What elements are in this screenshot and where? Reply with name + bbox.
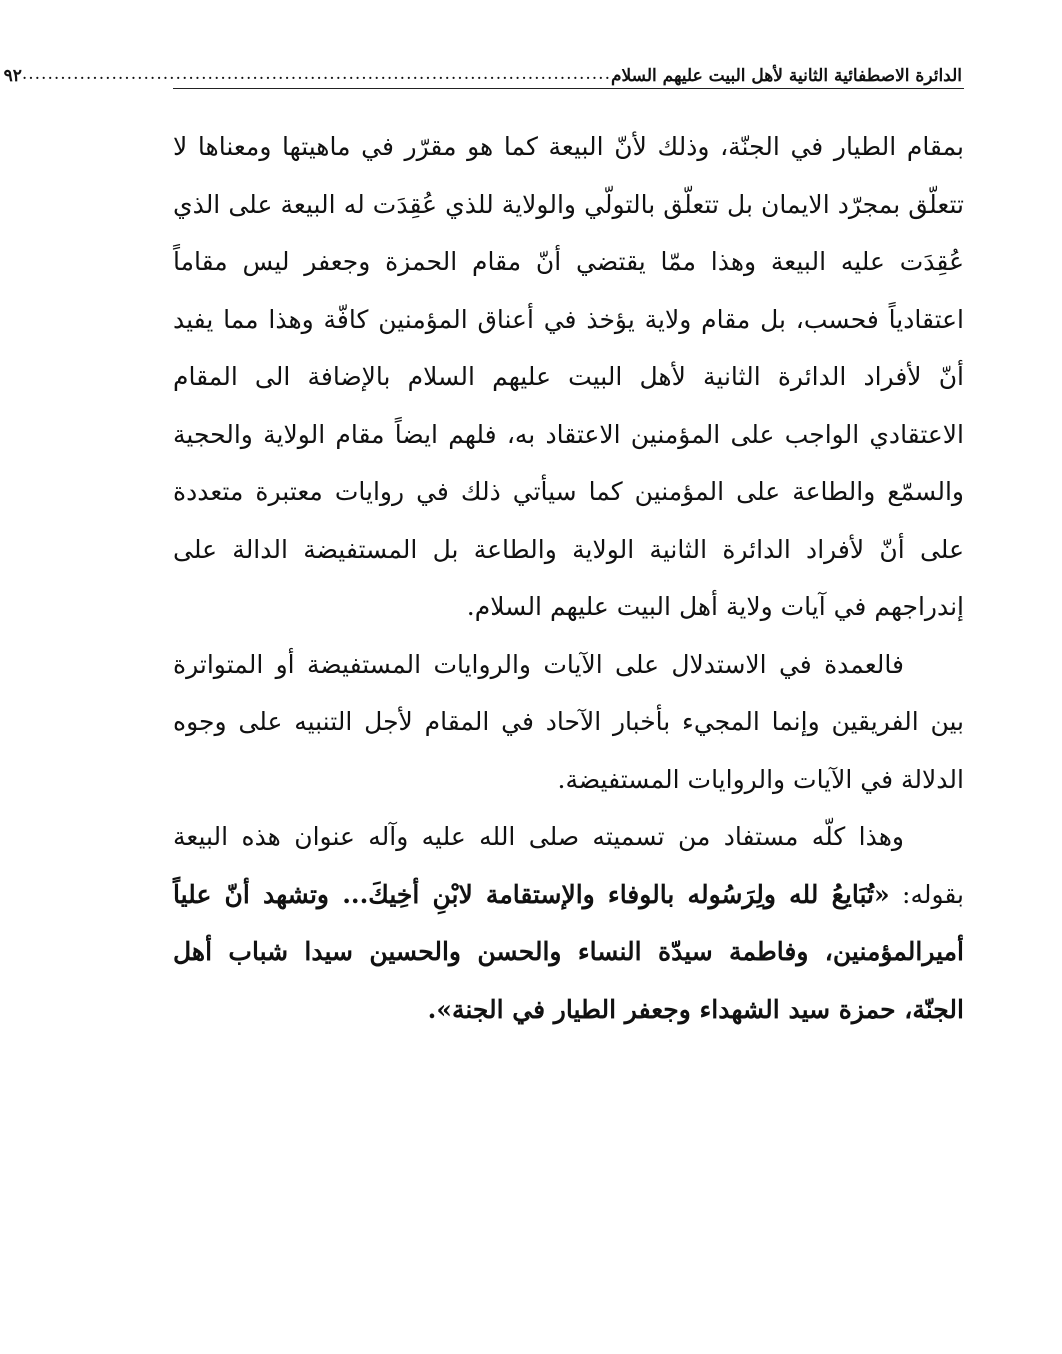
paragraph-2: فالعمدة في الاستدلال على الآيات والروايات المستفيضة أو المتواترة بين الفريقين وإنما المجيء بأخبار الآحاد في المقام لأجل التنبيه على وجوه الدلالة في الآيات والروايات المستفيضة.	[173, 649, 964, 794]
running-header-title: الدائرة الاصطفائية الثانية لأهل البيت عليهم السلام	[611, 66, 962, 86]
paragraph-1: بمقام الطيار في الجنّة، وذلك لأنّ البيعة كما هو مقرّر في ماهيتها ومعناها لا تتعلّق بمجرّد الايمان بل تتعلّق بالتولّي والولاية للذي عُقِدَت له البيعة على الذي عُقِدَت عليه البيعة وهذا ممّا يقتضي أنّ مقام الحمزة وجعفر ليس مقاماً اعتقادياً فحسب، بل مقام ولاية يؤخذ في أعناق المؤمنين كافّة وهذا مما يفيد أنّ لأفراد الدائرة الثانية لأهل البيت عليهم السلام بالإضافة الى المقام الاعتقادي الواجب على المؤمنين الاعتقاد به، فلهم ايضاً مقام الولاية والحجية والسمّع والطاعة على المؤمنين كما سيأتي ذلك في روايات معتبرة متعددة على أنّ لأفراد الدائرة الثانية الولاية والطاعة بل المستفيضة الدالة على إندراجهم في آيات ولاية أهل البيت عليهم السلام.	[173, 132, 964, 621]
prophetic-quotation: «تُبَايعُ لله ولِرَسُوله بالوفاء والإستقامة لابْنِ أخِيكَ... وتشهد أنّ علياً أميرالمؤمنين، وفاطمة سيدّة النساء والحسن والحسين سيدا شباب أهل الجنّة، حمزة سيد الشهداء وجعفر الطيار في الجنة».	[173, 879, 964, 1024]
document-page	[3, 0, 964, 1354]
running-header-leader-dots: ............................................................................................	[21, 64, 611, 84]
header-divider	[173, 88, 964, 89]
paragraph-3-lead: وهذا كلّه مستفاد من تسميته صلى الله عليه وآله عنوان هذه البيعة بقوله:	[173, 822, 964, 909]
running-header	[3, 52, 964, 86]
page-number: ٩٢	[3, 66, 22, 86]
paragraph-3	[173, 808, 964, 1038]
body-text	[173, 118, 964, 1038]
